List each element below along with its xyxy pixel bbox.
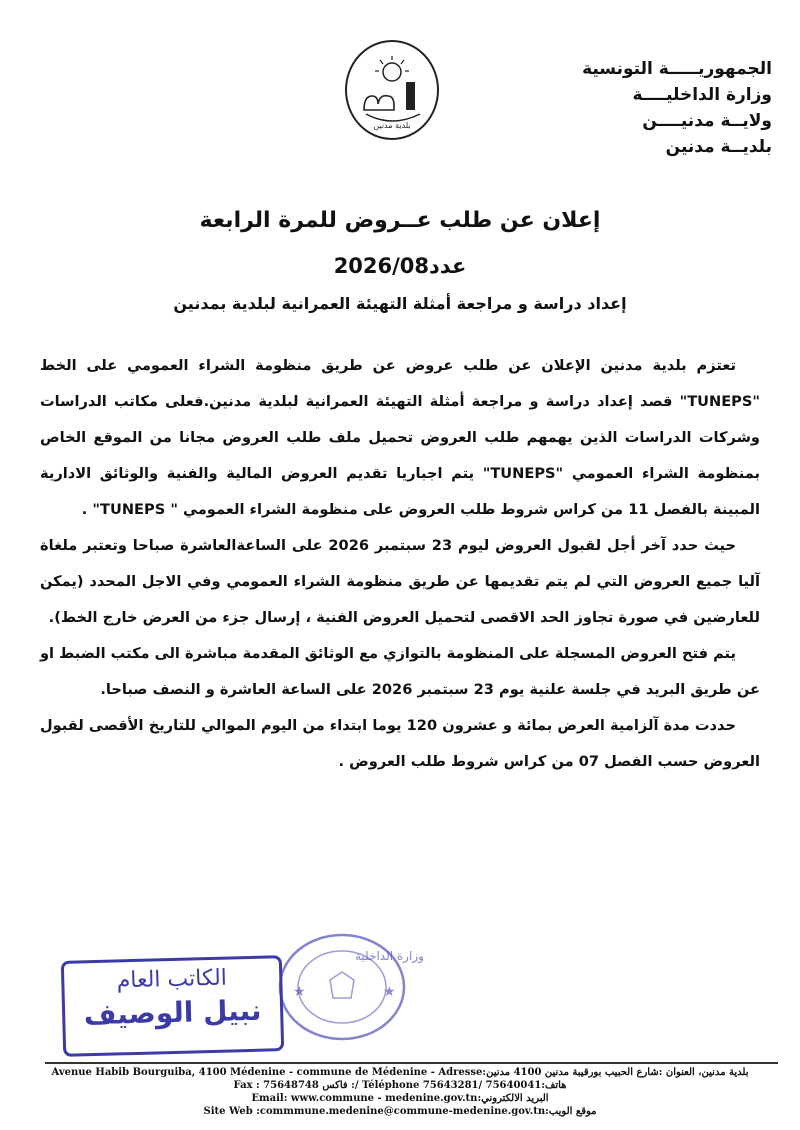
paragraph-validity: حددت مدة آلزامية العرض بمائة و عشرون 120 يوما ابتداء من اليوم الموالي للتاريخ الأقصى لقبول العروض حسب الفصل 07 من كراس شروط طلب العروض .	[40, 717, 760, 770]
official-seal	[275, 930, 424, 1045]
seal-text: وزارة الداخلية	[355, 949, 424, 963]
letterhead-line-republic: الجمهوريـــــة التونسية	[582, 59, 772, 79]
footer-email: Email: www.commune - medenine.gov.tn:البريد الالكتروني	[251, 1093, 549, 1104]
announcement-title: إعلان عن طلب عــروض للمرة الرابعة	[199, 208, 601, 233]
seal-star-icon: ★	[383, 984, 396, 1000]
letterhead	[582, 56, 772, 160]
logo-text: بلدية مدنين	[373, 121, 411, 130]
municipality-logo	[342, 38, 442, 142]
stamp-name: نبيل الوصيف	[83, 993, 262, 1032]
footer-divider	[45, 1062, 778, 1064]
seal-star-icon: ★	[293, 984, 306, 1000]
footer-website: Site Web :commmune.medenine@commune-medenine.gov.tn:موقع الويب	[203, 1106, 597, 1117]
announcement-number: عدد2026/08	[333, 254, 467, 278]
signature-stamp	[61, 955, 284, 1057]
letterhead-line-ministry: وزارة الداخليــــة	[632, 85, 772, 105]
announcement-body	[40, 348, 760, 780]
paragraph-intro: تعتزم بلدية مدنين الإعلان عن طلب عروض عن طريق منظومة الشراء العمومي على الخط "TUNEPS" قصد إعداد دراسة و مراجعة أمثلة التهيئة العمرانية لبلدية مدنين.فعلى مكاتب الدراسات وشركات الدراسات الذين يهمهم طلب العروض تحميل ملف طلب العروض مجانا من الموقع الخاص بمنظومة الشراء العمومي "TUNEPS" يتم اجباريا تقديم العروض المالية والفنية والوثائق الادارية المبينة بالفصل 11 من كراس شروط طلب العروض على منظومة الشراء العمومي " TUNEPS" .	[40, 357, 760, 518]
footer-address: Avenue Habib Bourguiba, 4100 Médenine - commune de Médenine - Adresse:بلدية مدنين، العنوان :شارع الحبيب بورقيبة مدنين 4100 مدنين	[51, 1067, 749, 1078]
footer-phone-fax: Fax : 75648748 فاكس :/ Téléphone 75643281/ 75640041:هاتف	[233, 1080, 567, 1091]
stamp-role: الكاتب العام	[116, 965, 228, 994]
footer	[0, 1066, 800, 1118]
letterhead-line-municipality: بلديــة مدنين	[665, 137, 772, 157]
announcement-subject: إعداد دراسة و مراجعة أمثلة التهيئة العمرانية لبلدية بمدنين	[173, 294, 627, 313]
paragraph-deadline: حيث حدد آخر أجل لقبول العروض ليوم 23 سبتمبر 2026 على الساعةالعاشرة صباحا وتعتبر ملغاة آليا جميع العروض التي لم يتم تقديمها عن طريق منظومة الشراء العمومي وفي الاجل المحدد (يمكن للعارضين في صورة تجاوز الحد الاقصى لتحميل العروض الفنية ، إرسال جزء من العرض خارج الخط).	[40, 537, 760, 626]
letterhead-line-governorate: ولايــة مدنيــــن	[642, 111, 772, 131]
paragraph-opening: يتم فتح العروض المسجلة على المنظومة بالتوازي مع الوثائق المقدمة مباشرة الى مكتب الضبط او عن طريق البريد في جلسة علنية يوم 23 سبتمبر 2026 على الساعة العاشرة و النصف صباحا.	[39, 645, 760, 698]
